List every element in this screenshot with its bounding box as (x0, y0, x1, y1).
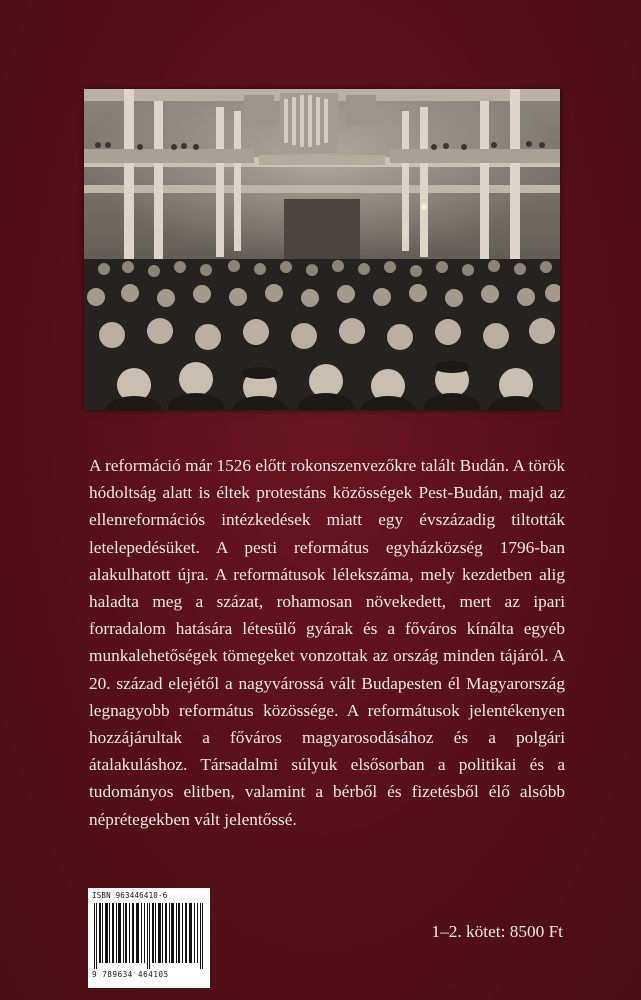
isbn-label: ISBN 963446410-6 (92, 891, 168, 900)
ean-digits: 9 789634 464105 (92, 970, 169, 979)
barcode-bars-icon (92, 903, 206, 969)
congregation-photo (84, 89, 560, 410)
congregation-photo-illustration (84, 89, 560, 410)
description-text: A reformáció már 1526 előtt rokonszenvezőkre talált Budán. A török hódoltság alatt is éltek protestáns közösségek Pest-Budán, majd az ellenreformációs intézkedések miatt egy évszázadig tiltották letelepedésüket. A pesti református egyházközség 1796-ban alakulhatott újra. A reformátusok lélekszáma, mely kezdetben alig haladta meg a százat, rohamosan növekedett, mert az ipari forradalom hatására létesülő gyárak és a főváros kínálta egyéb munkalehetőségek tömegeket vonzottak az ország minden tájáról. A 20. század elejétől a nagyvárossá vált Budapesten él Magyarország legnagyobb református közössége. A reformátusok jelentékenyen hozzájárultak a főváros magyarosodásához és a polgári átalakuláshoz. Társadalmi súlyuk elsősorban a politikai és a tudományos elitben, valamint a bérből és fizetésből élő alsóbb néprétegekben vált jelentőssé. (89, 456, 565, 829)
isbn-barcode (88, 888, 210, 988)
price-label: 1–2. kötet: 8500 Ft (431, 922, 563, 941)
